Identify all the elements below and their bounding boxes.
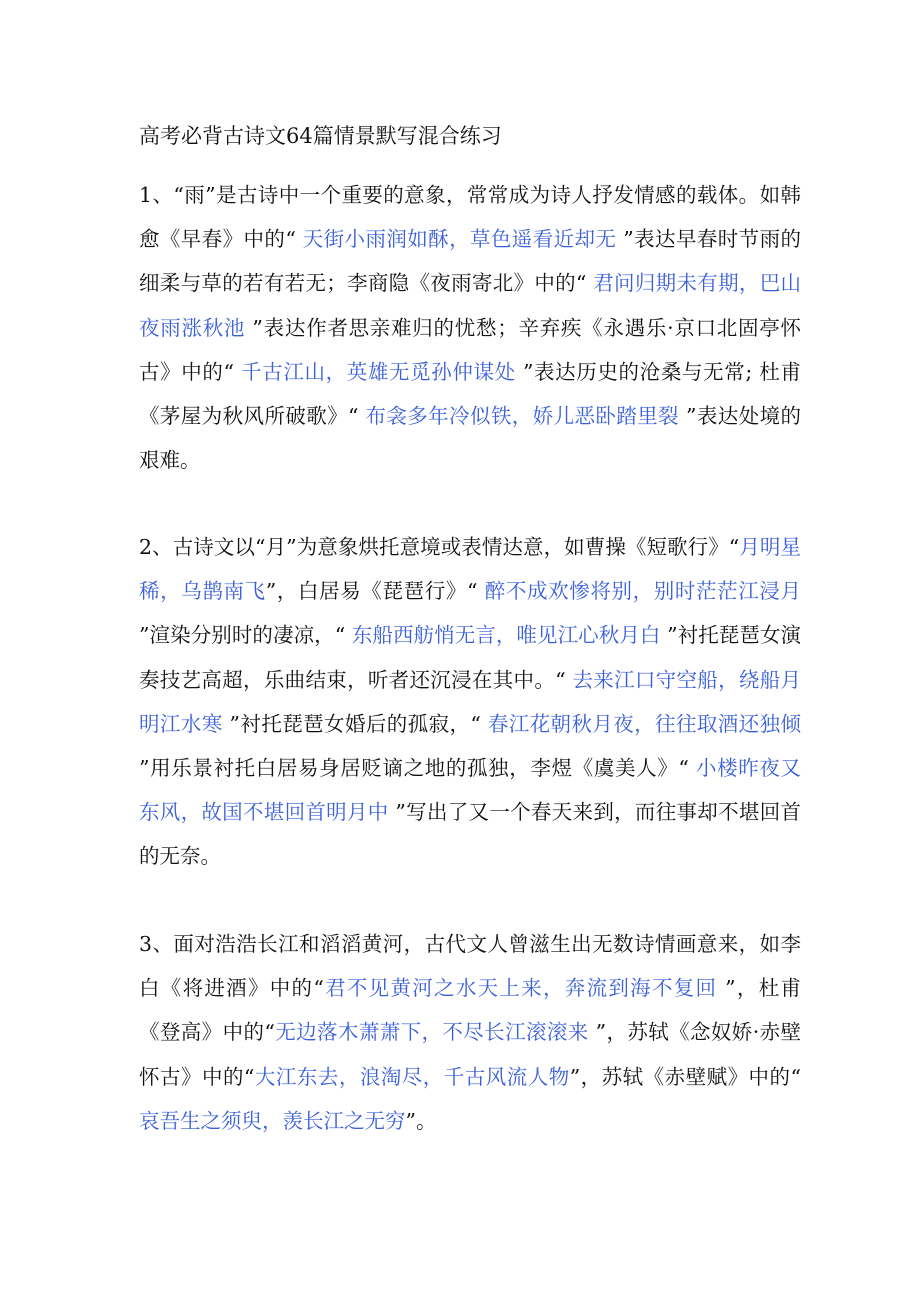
answer-text: 无边落木萧萧下，不尽长江滚滚来 [274, 1020, 589, 1045]
answer-text: 醉不成欢惨将别，别时茫茫江浸月 [484, 579, 802, 604]
prompt-text: ”表达作者思亲难归的忧愁；辛弃疾《永遇乐·京口北固亭怀古》中的“ [139, 315, 801, 384]
prompt-text: ”写出了又一个春天来到，而往事却不堪回首的无奈。 [139, 800, 801, 869]
prompt-text: 1、“雨”是古诗中一个重要的意象，常常成为诗人抒发情感的载体。如韩愈《早春》中的“ [139, 183, 801, 252]
prompt-text: ”表达历史的沧桑与无常; 杜甫《茅屋为秋风所破歌》“ [139, 359, 801, 429]
prompt-text: ”，苏轼《赤壁赋》中的“ [569, 1064, 802, 1089]
answer-text: 布衾多年冷似铁，娇儿恶卧踏里裂 [365, 404, 680, 429]
answer-text: 天街小雨润如酥，草色遥看近却无 [302, 227, 617, 252]
answer-text: 春江花朝秋月夜，往往取酒还独倾 [487, 711, 801, 736]
answer-text: 君不见黄河之水天上来，奔流到海不复回 [323, 976, 718, 1001]
answer-text: 君问归期未有期，巴山夜雨涨秋池 [139, 271, 802, 340]
exercise-paragraph-2 [139, 525, 801, 879]
prompt-text: ”渲染分别时的凄凉，“ [139, 623, 352, 648]
answer-text: 月明星稀，乌鹊南飞 [139, 535, 802, 604]
prompt-text: ”表达处境的艰难。 [139, 404, 801, 473]
answer-text: 去来江口守空船，绕船月明江水寒 [139, 667, 802, 736]
prompt-text: ”，杜甫《登高》中的“ [139, 976, 802, 1045]
prompt-text: ”，白居易《琵琶行》“ [265, 579, 485, 604]
prompt-text: ”表达早春时节雨的细柔与草的若有若无；李商隐《夜雨寄北》中的“ [139, 227, 801, 296]
prompt-text: ”衬托琵琶女演奏技艺高超，乐曲结束，听者还沉浸在其中。“ [139, 623, 802, 692]
prompt-text: ”。 [405, 1108, 437, 1133]
answer-text: 小楼昨夜又东风，故国不堪回首明月中 [139, 756, 802, 825]
answer-text: 千古江山，英雄无觅孙仲谋处 [241, 359, 516, 384]
answer-text: 东船西舫悄无言，唯见江心秋月白 [351, 623, 661, 648]
exercise-paragraph-1 [139, 173, 801, 482]
answer-text: 大江东去，浪淘尽，千古风流人物 [254, 1064, 570, 1089]
prompt-text: 3、面对浩浩长江和滔滔黄河，古代文人曾滋生出无数诗情画意来，如李白《将进酒》中的“ [139, 932, 801, 1001]
prompt-text: ”衬托琵琶女婚后的孤寂，“ [222, 711, 488, 736]
exercise-paragraph-3 [139, 922, 801, 1143]
prompt-text: ”用乐景衬托白居易身居贬谪之地的孤独，李煜《虞美人》“ [139, 756, 696, 781]
prompt-text: 2、古诗文以“月”为意象烘托意境或表情达意，如曹操《短歌行》“ [139, 535, 740, 559]
prompt-text: ”，苏轼《念奴娇·赤壁怀古》中的“ [139, 1020, 802, 1089]
document-title: 高考必背古诗文64篇情景默写混合练习 [139, 124, 502, 148]
answer-text: 哀吾生之须臾，羡长江之无穷 [139, 1108, 406, 1133]
